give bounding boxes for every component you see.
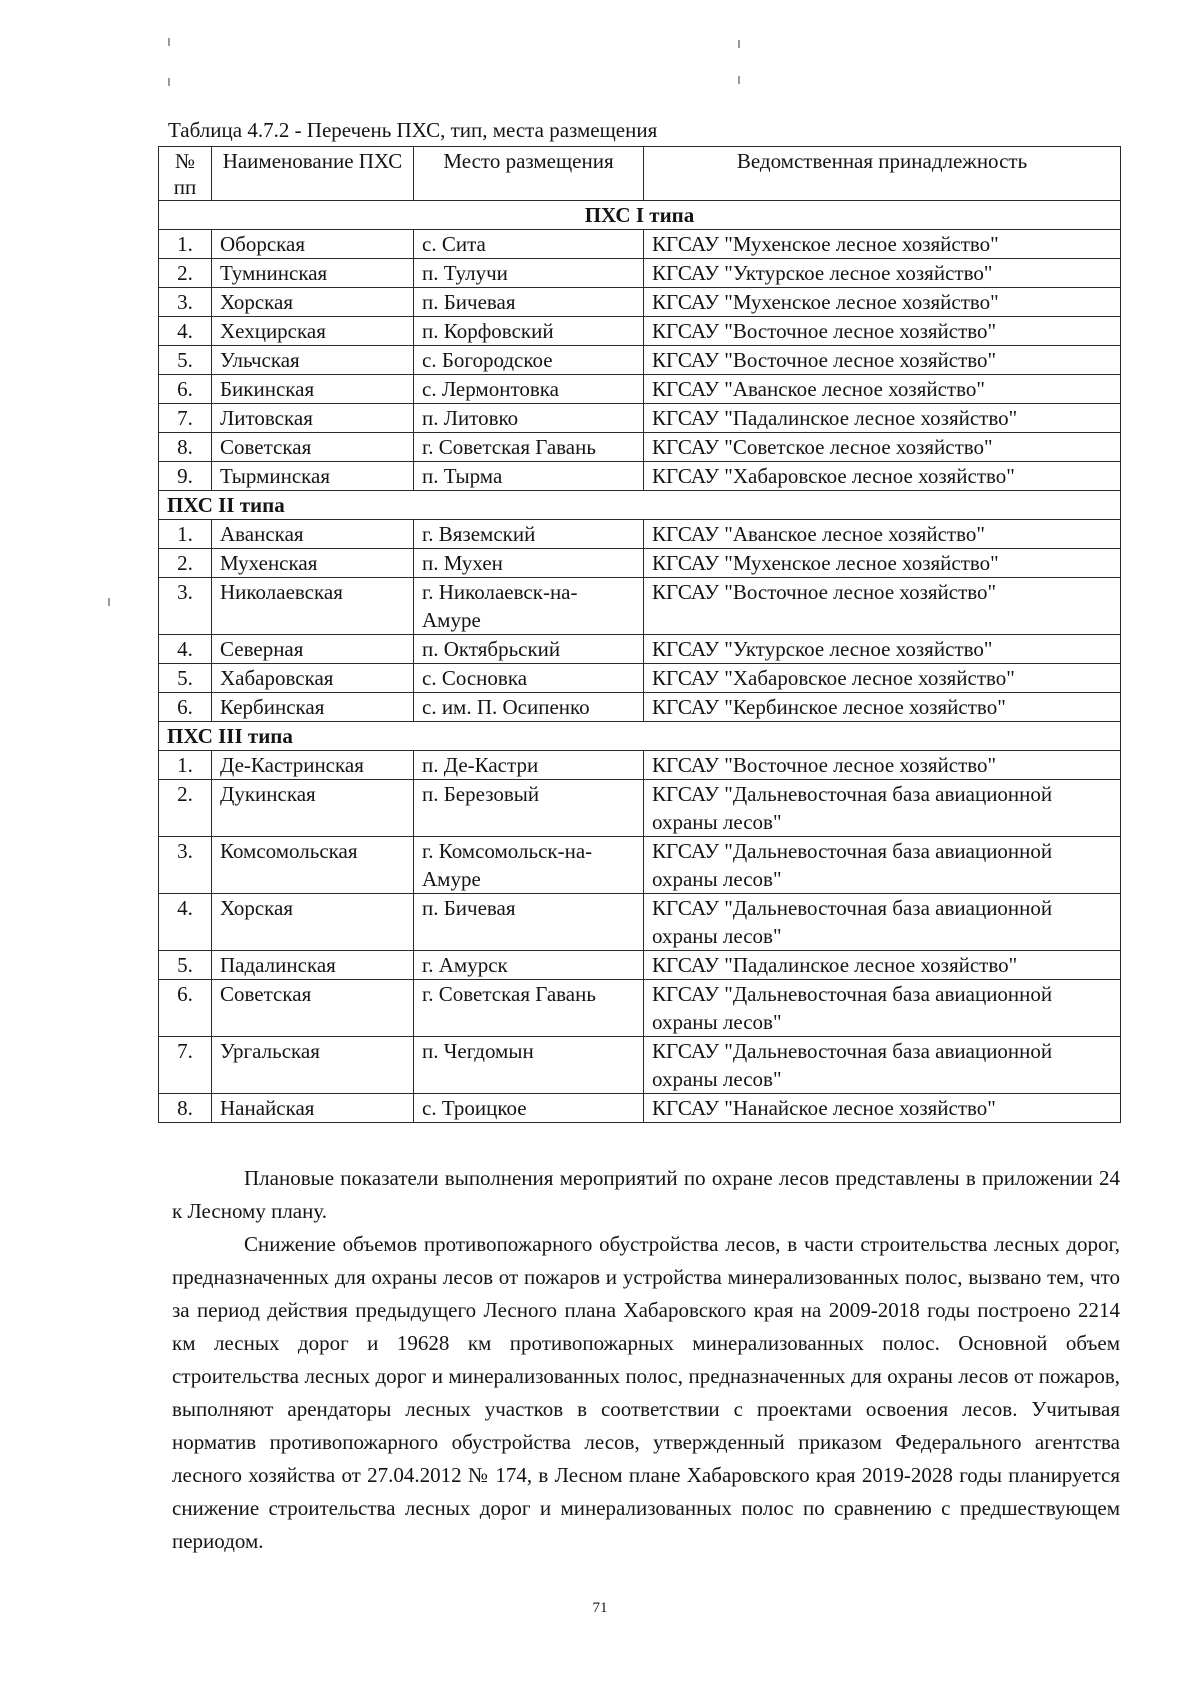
cell-number: 3. <box>159 837 212 894</box>
cell-location: г. Советская Гавань <box>414 433 644 462</box>
table-row <box>159 259 1121 288</box>
cell-number: 2. <box>159 780 212 837</box>
cell-name: Бикинская <box>212 375 414 404</box>
table-row <box>159 751 1121 780</box>
cell-name: Северная <box>212 635 414 664</box>
table-row <box>159 1094 1121 1123</box>
col-header-location: Место размещения <box>414 147 644 201</box>
cell-location: п. Тулучи <box>414 259 644 288</box>
cell-affiliation: КГСАУ "Дальневосточная база авиационной охраны лесов" <box>644 980 1121 1037</box>
cell-affiliation: КГСАУ "Дальневосточная база авиационной охраны лесов" <box>644 1037 1121 1094</box>
section-title: ПХС I типа <box>159 201 1121 230</box>
cell-affiliation: КГСАУ "Восточное лесное хозяйство" <box>644 317 1121 346</box>
cell-number: 4. <box>159 894 212 951</box>
page-number: 71 <box>592 1600 608 1616</box>
cell-number: 6. <box>159 375 212 404</box>
table-row <box>159 375 1121 404</box>
cell-affiliation: КГСАУ "Аванское лесное хозяйство" <box>644 375 1121 404</box>
cell-number: 2. <box>159 259 212 288</box>
scan-speck <box>738 76 740 84</box>
cell-location: п. Мухен <box>414 549 644 578</box>
cell-name: Хехцирская <box>212 317 414 346</box>
table-row <box>159 317 1121 346</box>
cell-location: п. Де-Кастри <box>414 751 644 780</box>
cell-number: 8. <box>159 1094 212 1123</box>
scan-speck <box>168 78 170 86</box>
cell-name: Кербинская <box>212 693 414 722</box>
cell-location: г. Вяземский <box>414 520 644 549</box>
cell-number: 3. <box>159 578 212 635</box>
cell-location: г. Советская Гавань <box>414 980 644 1037</box>
table-row <box>159 578 1121 635</box>
cell-number: 1. <box>159 520 212 549</box>
cell-affiliation: КГСАУ "Мухенское лесное хозяйство" <box>644 288 1121 317</box>
section-header-row <box>159 722 1121 751</box>
table-row <box>159 462 1121 491</box>
cell-affiliation: КГСАУ "Мухенское лесное хозяйство" <box>644 230 1121 259</box>
cell-affiliation: КГСАУ "Аванское лесное хозяйство" <box>644 520 1121 549</box>
table-caption: Таблица 4.7.2 - Перечень ПХС, тип, места размещения <box>168 118 658 142</box>
cell-number: 8. <box>159 433 212 462</box>
cell-affiliation: КГСАУ "Мухенское лесное хозяйство" <box>644 549 1121 578</box>
cell-number: 2. <box>159 549 212 578</box>
cell-location: п. Бичевая <box>414 894 644 951</box>
cell-name: Литовская <box>212 404 414 433</box>
cell-name: Хорская <box>212 288 414 317</box>
cell-name: Советская <box>212 433 414 462</box>
table-row <box>159 404 1121 433</box>
paragraph: Плановые показатели выполнения мероприятий по охране лесов представлены в приложении 24 к Лесному плану. <box>172 1166 1120 1223</box>
table-row <box>159 433 1121 462</box>
table-row <box>159 894 1121 951</box>
cell-number: 5. <box>159 951 212 980</box>
cell-number: 1. <box>159 230 212 259</box>
cell-name: Де-Кастринская <box>212 751 414 780</box>
cell-name: Нанайская <box>212 1094 414 1123</box>
cell-affiliation: КГСАУ "Уктурское лесное хозяйство" <box>644 259 1121 288</box>
body-text <box>172 1162 1120 1558</box>
cell-name: Падалинская <box>212 951 414 980</box>
cell-location: с. Сосновка <box>414 664 644 693</box>
cell-number: 4. <box>159 317 212 346</box>
cell-number: 1. <box>159 751 212 780</box>
cell-number: 6. <box>159 693 212 722</box>
cell-name: Хорская <box>212 894 414 951</box>
cell-number: 7. <box>159 1037 212 1094</box>
cell-number: 7. <box>159 404 212 433</box>
scan-speck <box>108 598 110 606</box>
table-row <box>159 549 1121 578</box>
cell-affiliation: КГСАУ "Дальневосточная база авиационной охраны лесов" <box>644 780 1121 837</box>
cell-location: с. Троицкое <box>414 1094 644 1123</box>
cell-name: Николаевская <box>212 578 414 635</box>
cell-number: 4. <box>159 635 212 664</box>
section-title: ПХС II типа <box>159 491 1121 520</box>
cell-name: Ульчская <box>212 346 414 375</box>
col-header-number: № пп <box>159 147 212 201</box>
cell-affiliation: КГСАУ "Восточное лесное хозяйство" <box>644 346 1121 375</box>
cell-affiliation: КГСАУ "Падалинское лесное хозяйство" <box>644 951 1121 980</box>
col-header-affiliation: Ведомственная принадлежность <box>644 147 1121 201</box>
cell-affiliation: КГСАУ "Советское лесное хозяйство" <box>644 433 1121 462</box>
cell-affiliation: КГСАУ "Дальневосточная база авиационной охраны лесов" <box>644 894 1121 951</box>
cell-location: п. Тырма <box>414 462 644 491</box>
cell-number: 5. <box>159 664 212 693</box>
section-title: ПХС III типа <box>159 722 1121 751</box>
col-header-name: Наименование ПХС <box>212 147 414 201</box>
table-row <box>159 664 1121 693</box>
cell-name: Тырминская <box>212 462 414 491</box>
cell-number: 6. <box>159 980 212 1037</box>
cell-name: Тумнинская <box>212 259 414 288</box>
cell-affiliation: КГСАУ "Уктурское лесное хозяйство" <box>644 635 1121 664</box>
cell-location: п. Чегдомын <box>414 1037 644 1094</box>
table-body <box>159 201 1121 1123</box>
table-row <box>159 780 1121 837</box>
cell-name: Хабаровская <box>212 664 414 693</box>
cell-name: Оборская <box>212 230 414 259</box>
cell-number: 3. <box>159 288 212 317</box>
table-row <box>159 837 1121 894</box>
cell-name: Мухенская <box>212 549 414 578</box>
cell-number: 5. <box>159 346 212 375</box>
table-row <box>159 693 1121 722</box>
table-header-row <box>159 147 1121 201</box>
cell-affiliation: КГСАУ "Падалинское лесное хозяйство" <box>644 404 1121 433</box>
cell-location: с. Сита <box>414 230 644 259</box>
table-row <box>159 1037 1121 1094</box>
cell-name: Комсомольская <box>212 837 414 894</box>
cell-location: г. Амурск <box>414 951 644 980</box>
cell-location: с. Богородское <box>414 346 644 375</box>
table-row <box>159 635 1121 664</box>
table-row <box>159 520 1121 549</box>
cell-location: п. Октябрьский <box>414 635 644 664</box>
pxs-table <box>158 146 1121 1123</box>
section-header-row <box>159 201 1121 230</box>
cell-affiliation: КГСАУ "Нанайское лесное хозяйство" <box>644 1094 1121 1123</box>
cell-affiliation: КГСАУ "Дальневосточная база авиационной охраны лесов" <box>644 837 1121 894</box>
cell-affiliation: КГСАУ "Хабаровское лесное хозяйство" <box>644 664 1121 693</box>
cell-affiliation: КГСАУ "Восточное лесное хозяйство" <box>644 578 1121 635</box>
scan-speck <box>738 40 740 48</box>
table-row <box>159 346 1121 375</box>
cell-location: п. Литовко <box>414 404 644 433</box>
cell-location: с. им. П. Осипенко <box>414 693 644 722</box>
scan-speck <box>168 38 170 46</box>
cell-location: с. Лермонтовка <box>414 375 644 404</box>
table-row <box>159 980 1121 1037</box>
cell-location: г. Николаевск-на-Амуре <box>414 578 644 635</box>
cell-affiliation: КГСАУ "Восточное лесное хозяйство" <box>644 751 1121 780</box>
cell-location: г. Комсомольск-на-Амуре <box>414 837 644 894</box>
cell-name: Ургальская <box>212 1037 414 1094</box>
cell-name: Дукинская <box>212 780 414 837</box>
cell-affiliation: КГСАУ "Кербинское лесное хозяйство" <box>644 693 1121 722</box>
cell-location: п. Бичевая <box>414 288 644 317</box>
cell-name: Аванская <box>212 520 414 549</box>
table-row <box>159 288 1121 317</box>
table-row <box>159 230 1121 259</box>
section-header-row <box>159 491 1121 520</box>
cell-name: Советская <box>212 980 414 1037</box>
cell-location: п. Березовый <box>414 780 644 837</box>
table-row <box>159 951 1121 980</box>
paragraph: Снижение объемов противопожарного обустройства лесов, в части строительства лесных дорог, предназначенных для охраны лесов от пожаров и устройства минерализованных полос, вызвано тем, что за период действия предыдущего Лесного плана Хабаровского края на 2009-2018 годы построено 2214 км лесных дорог и 19628 км противопожарных минерализованных полос. Основной объем строительства лесных дорог и минерализованных полос, предназначенных для охраны лесов от пожаров, выполняют арендаторы лесных участков в соответствии с проектами освоения лесов. Учитывая норматив противопожарного обустройства лесов, утвержденный приказом Федерального агентства лесного хозяйства от 27.04.2012 № 174, в Лесном плане Хабаровского края 2019-2028 годы планируется снижение строительства лесных дорог и минерализованных полос по сравнению с предшествующем периодом. <box>172 1232 1120 1553</box>
cell-location: п. Корфовский <box>414 317 644 346</box>
cell-affiliation: КГСАУ "Хабаровское лесное хозяйство" <box>644 462 1121 491</box>
cell-number: 9. <box>159 462 212 491</box>
